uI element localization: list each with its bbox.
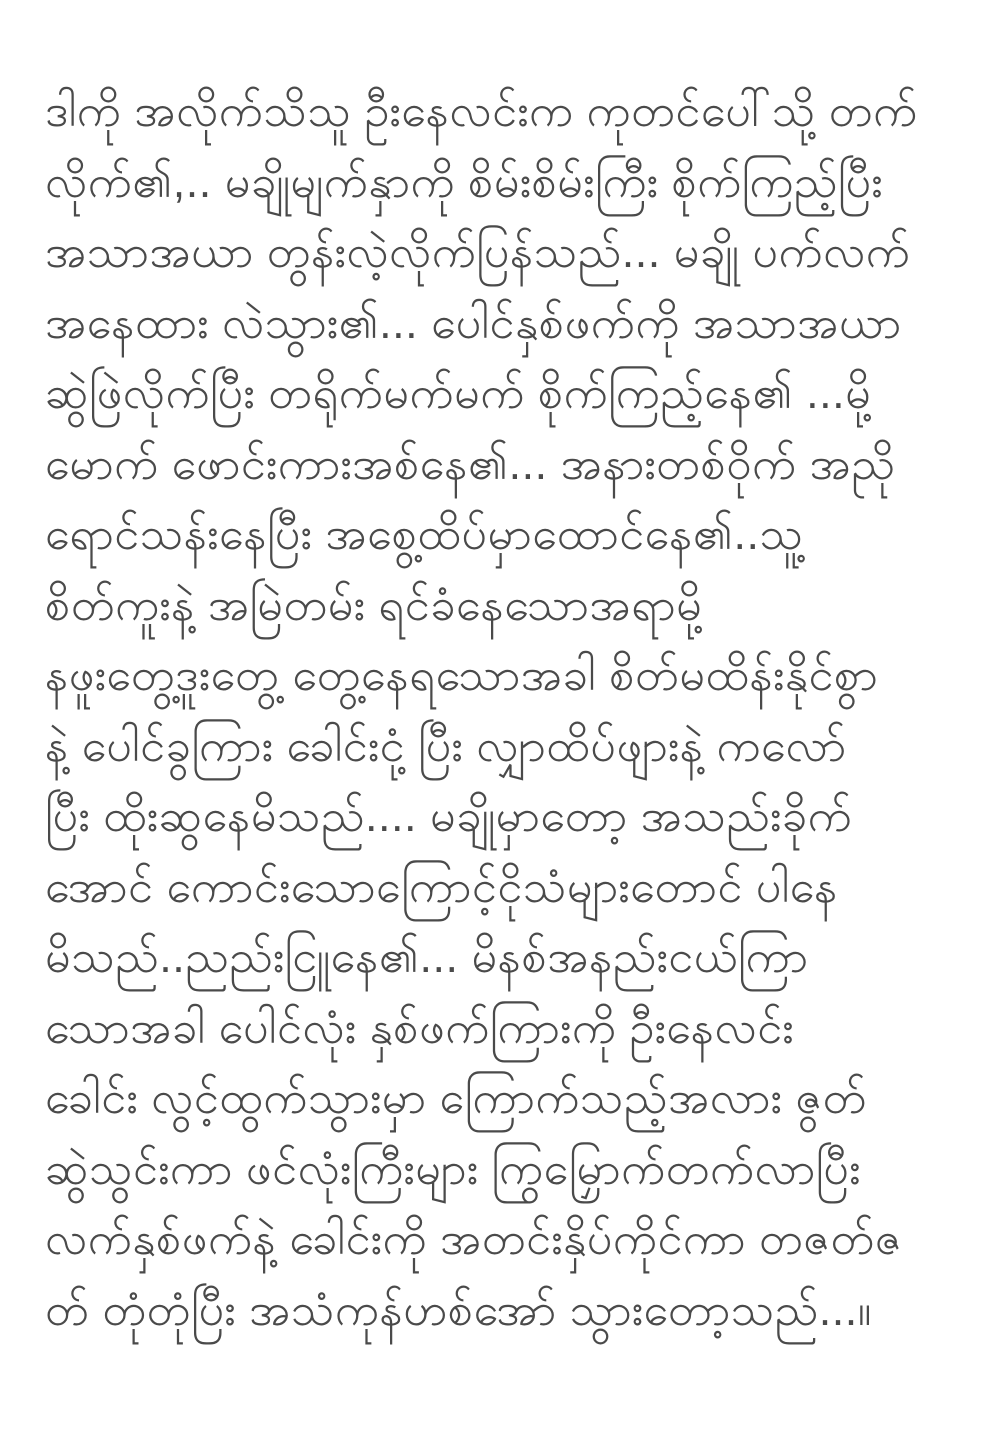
- text-line: မိသည်..ညည်းငြူနေ၏... မိနစ်အနည်းငယ်ကြာ: [45, 931, 809, 982]
- text-line: ခေါင်း လွင့်ထွက်သွားမှာ ကြောက်သည့်အလား ဇွတ်: [45, 1072, 867, 1123]
- text-line: လိုက်၏,.. မချိုမျက်နှာကို စိမ်းစိမ်းကြီး စိုက်ကြည့်ပြီး: [45, 155, 884, 207]
- text-line: ဒါကို အလိုက်သိသူ ဦးနေလင်းက ကုတင်ပေါ်သို့ တက်: [45, 85, 918, 136]
- text-line: ရောင်သန်းနေပြီး အစွေ့ထိပ်မှာထောင်နေ၏..သူ့: [45, 508, 804, 559]
- text-line: သောအခါ ပေါင်လုံး နှစ်ဖက်ကြားကို ဦးနေလင်း: [45, 1001, 795, 1053]
- paragraph: [45, 76, 951, 1345]
- text-line: အနေထား လဲသွား၏... ပေါင်နှစ်ဖက်ကို အသာအယာ: [45, 296, 902, 348]
- text-line: တ် တုံတုံပြီး အသံကုန်ဟစ်အော် သွားတော့သည်...။: [45, 1283, 872, 1335]
- text-line: ဆွဲသွင်းကာ ဖင်လုံးကြီးများ ကြွမြှောက်တက်လာပြီး: [45, 1142, 861, 1194]
- text-line: မောက် ဖောင်းကားအစ်နေ၏... အနားတစ်ဝိုက် အညို: [45, 437, 896, 489]
- text-line: လက်နှစ်ဖက်နဲ့ ခေါင်းကို အတင်းနှိပ်ကိုင်ကာ တဇတ်ဇ: [45, 1213, 903, 1264]
- text-line: နဲ့ ပေါင်ခွကြား ခေါင်းငုံ့ ပြီး လျှာထိပ်ဖျားနဲ့ ကလော်: [45, 719, 847, 771]
- text-line: အသာအယာ တွန်းလဲ့လိုက်ပြန်သည်... မချို ပက်လက်: [45, 226, 911, 277]
- text-line: ပြီး ထိုးဆွနေမိသည်.... မချိုမှာတော့ အသည်းခိုက်: [45, 790, 853, 841]
- text-line: ဆွဲဖြဲလိုက်ပြီး တရိုက်မက်မက် စိုက်ကြည့်နေ၏ ...မို့: [45, 367, 872, 418]
- text-line: စိတ်ကူးနဲ့ အမြဲတမ်း ရင်ခံနေသောအရာမို့: [45, 578, 703, 630]
- text-line: အောင် ကောင်းသောကြောင့်ငိုသံများတောင် ပါနေ: [45, 860, 838, 912]
- text-line: နဖူးတွေ့ဒူးတွေ့ တွေ့နေရသောအခါ စိတ်မထိန်းနိုင်စွာ: [45, 649, 879, 700]
